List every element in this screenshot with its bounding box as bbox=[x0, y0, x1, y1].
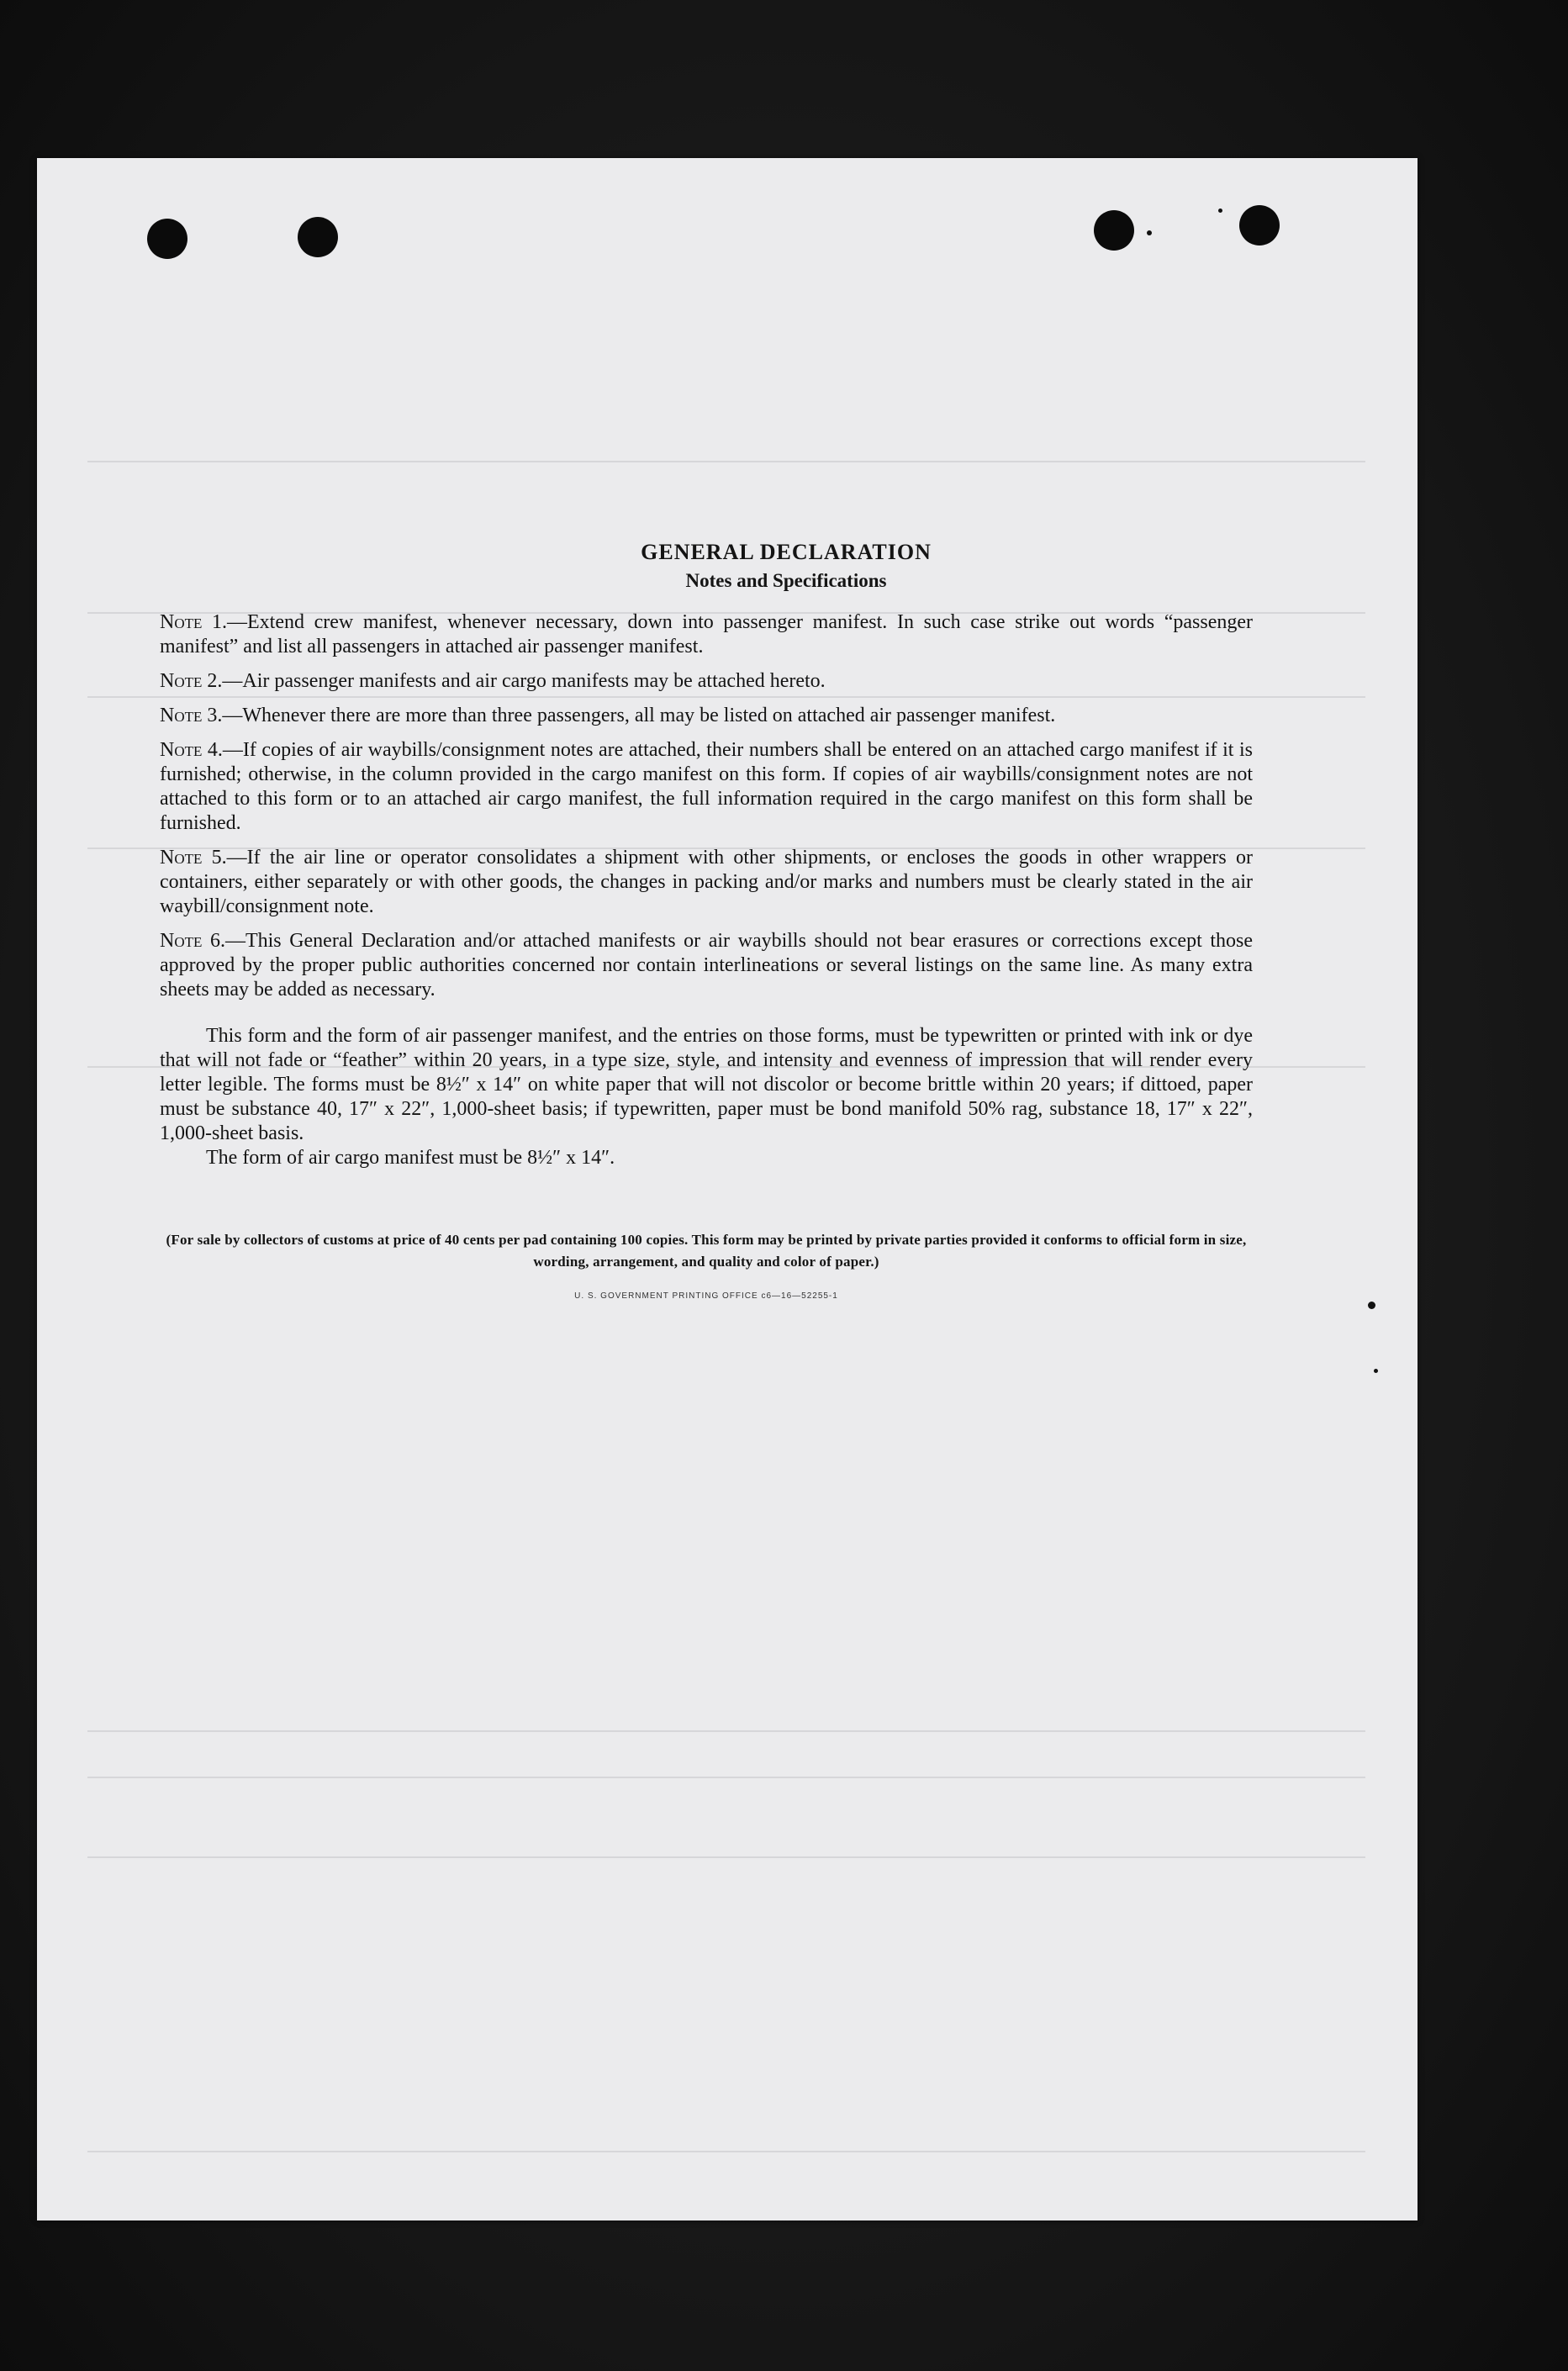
note-label: Note 6. bbox=[160, 930, 225, 952]
printer-line: U. S. GOVERNMENT PRINTING OFFICE c6—16—52255-1 bbox=[574, 1291, 838, 1301]
document-title: GENERAL DECLARATION bbox=[641, 540, 932, 564]
note-text: If copies of air waybills/consignment notes are attached, their numbers shall be entered on an attached cargo manifest if it is furnished; otherwise, in the column provided in the cargo manifest on this form. If copies of air waybills/consignment notes are not attached to this form or to an attached air cargo manifest, the full information required in the cargo manifest on this form shall be furnished. bbox=[160, 739, 1254, 834]
note-2: Note 2.—Air passenger manifests and air cargo manifests may be attached hereto. bbox=[160, 670, 826, 692]
note-label: Note 5. bbox=[160, 847, 227, 869]
note-4: Note 4.—If copies of air waybills/consignment notes are attached, their numbers shall be entered on an attached cargo manifest if it is furnished; otherwise, in the column provided in the cargo manifest on this form. If copies of air waybills/consignment notes are not attached to this form or to an attached air cargo manifest, the full information required in the cargo manifest on this form shall be furnished. bbox=[160, 739, 1254, 834]
bleed-through-line bbox=[87, 1777, 1365, 1778]
cargo-manifest-size-line: The form of air cargo manifest must be 8½″ x 14″. bbox=[206, 1147, 615, 1169]
note-text: This General Declaration and/or attached manifests or air waybills should not bear erasures or corrections except those approved by the proper public authorities concerned nor contain interlineations or several listings on the same line. As many extra sheets may be added as necessary. bbox=[160, 930, 1253, 1001]
note-text: If the air line or operator consolidates a shipment with other shipments, or encloses the goods in other wrappers or containers, either separately or with other goods, the changes in packing and/or marks and numbers must be clearly stated in the air waybill/consignment note. bbox=[160, 847, 1253, 917]
note-label: Note 2. bbox=[160, 670, 223, 692]
note-text: Air passenger manifests and air cargo manifests may be attached hereto. bbox=[242, 670, 826, 692]
notes-section bbox=[160, 538, 1253, 1301]
punch-hole bbox=[147, 219, 187, 259]
note-3: Note 3.—Whenever there are more than three passengers, all may be listed on attached air passenger manifest. bbox=[160, 705, 1056, 726]
bleed-through-line bbox=[87, 1856, 1365, 1858]
ink-speck bbox=[1368, 1302, 1375, 1309]
bleed-through-line bbox=[87, 1730, 1365, 1732]
bleed-through-line bbox=[87, 461, 1365, 462]
bleed-through-line bbox=[87, 2151, 1365, 2152]
note-text: Extend crew manifest, whenever necessary, down into passenger manifest. In such case strike out words “passenger manifest” and list all passengers in attached air passenger manifest. bbox=[160, 611, 1253, 657]
note-label: Note 3. bbox=[160, 705, 223, 726]
ink-speck bbox=[1218, 209, 1222, 213]
sale-notice: (For sale by collectors of customs at price of 40 cents per pad containing 100 copies. This form may be printed by private parties provided it conforms to official form in size, wording, arrangement, and quality and color of paper.) bbox=[166, 1232, 1247, 1270]
punch-hole bbox=[1094, 210, 1134, 251]
ink-speck bbox=[1147, 230, 1152, 235]
note-6: Note 6.—This General Declaration and/or attached manifests or air waybills should not bear erasures or corrections except those approved by the proper public authorities concerned nor contain interlineations or several listings on the same line. As many extra sheets may be added as necessary. bbox=[160, 930, 1253, 1001]
ink-speck bbox=[1374, 1369, 1378, 1373]
note-1: Note 1.—Extend crew manifest, whenever necessary, down into passenger manifest. In such case strike out words “passenger manifest” and list all passengers in attached air passenger manifest. bbox=[160, 611, 1253, 657]
punch-hole bbox=[1239, 205, 1280, 246]
paper-specification-paragraph: This form and the form of air passenger manifest, and the entries on those forms, must be typewritten or printed with ink or dye that will not fade or “feather” within 20 years, in a type size, style, and intensity and evenness of impression that will render every letter legible. The forms must be 8½″ x 14″ on white paper that will not discolor or become brittle within 20 years; if dittoed, paper must be substance 40, 17″ x 22″, 1,000-sheet basis; if typewritten, paper must be bond manifold 50% rag, substance 18, 17″ x 22″, 1,000-sheet basis. bbox=[160, 1025, 1253, 1144]
note-label: Note 4. bbox=[160, 739, 223, 761]
document-subtitle: Notes and Specifications bbox=[685, 570, 887, 591]
punch-hole bbox=[298, 217, 338, 257]
note-5: Note 5.—If the air line or operator consolidates a shipment with other shipments, or encloses the goods in other wrappers or containers, either separately or with other goods, the changes in packing and/or marks and numbers must be clearly stated in the air waybill/consignment note. bbox=[160, 847, 1253, 917]
note-label: Note 1. bbox=[160, 611, 228, 633]
note-text: Whenever there are more than three passengers, all may be listed on attached air passenger manifest. bbox=[242, 705, 1056, 726]
